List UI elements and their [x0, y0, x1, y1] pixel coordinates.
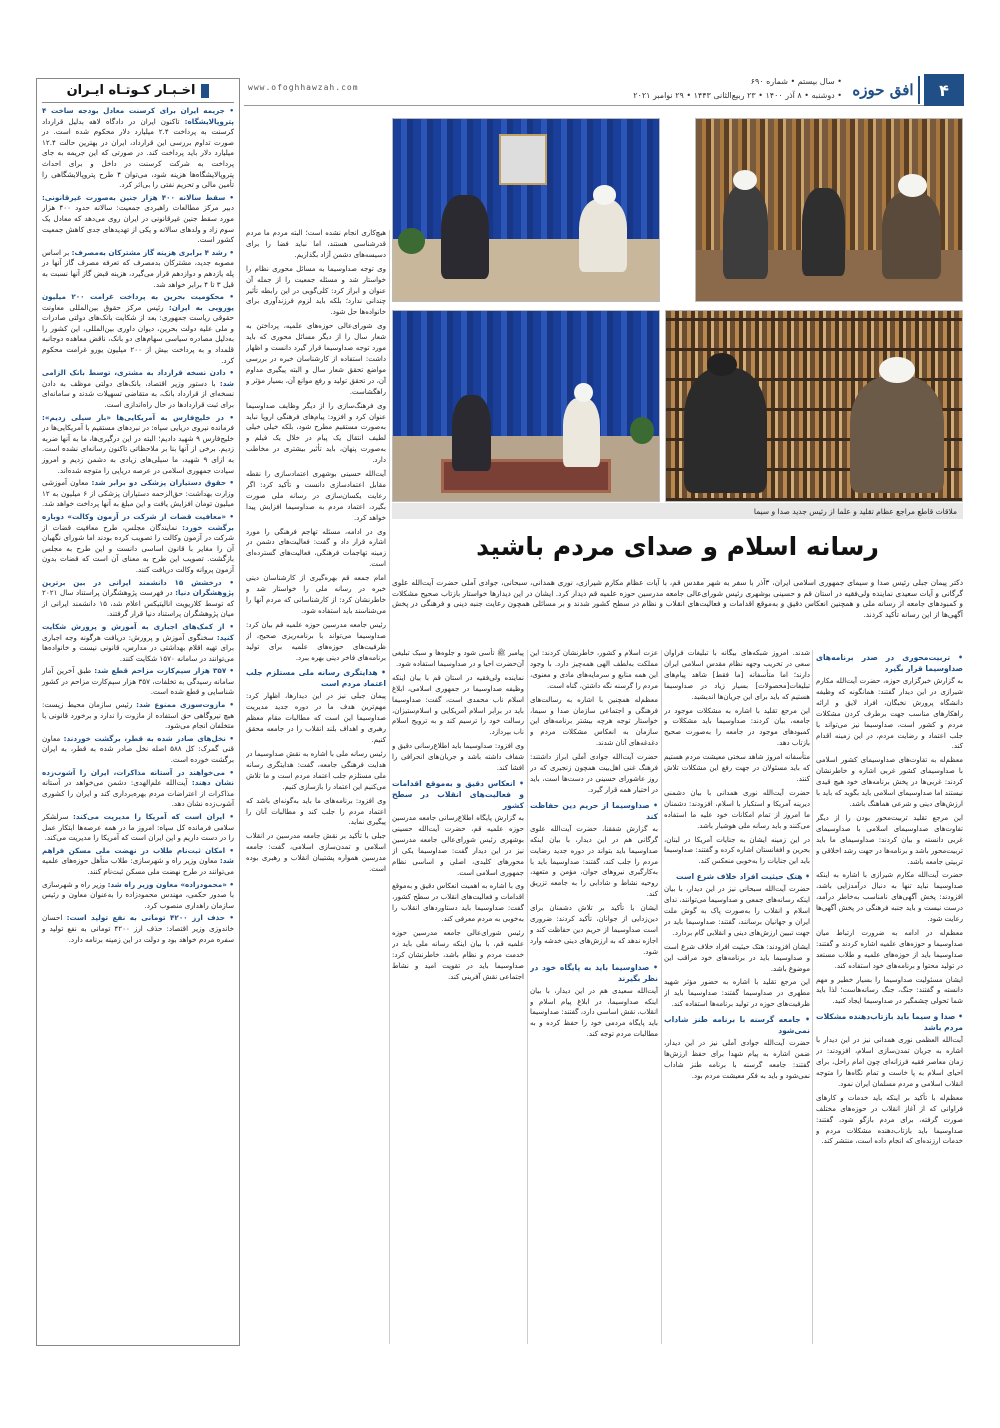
article-subheading: • صداوسیما باید به پایگاه خود در نظر بگیرند: [530, 962, 658, 983]
news-brief-item: [42, 578, 234, 620]
news-brief-item: [42, 700, 234, 732]
article-paragraph: معظم‌له به تفاوت‌های صداوسیمای کشور اسلامی با صداوسیمای کشور غربی اشاره و خاطرنشان کردند: غربی‌ها در پخش برنامه‌های خود هیچ قیدی نیستند اما صداوسیمای اسلامی باید بگوید که باید با ارزش‌های دینی و شرعی هماهنگ باشد.: [816, 756, 963, 808]
news-brief-heading: • «محمودزاده» معاون وزیر راه شد:: [107, 879, 234, 889]
news-brief-sidebar: [36, 78, 240, 1346]
news-brief-heading: • سقط سالانه ۴۰۰ هزار جنین به‌صورت غیرقانونی:: [42, 192, 234, 202]
news-brief-heading: • امکان ثبت‌نام طلاب در نهضت ملی مسکن فراهم شد:: [42, 845, 234, 866]
column-divider: [812, 650, 813, 1344]
article-subheading: • جامعه گرسنه با برنامه طنز شاداب نمی‌شود: [664, 1015, 810, 1036]
news-brief-text: وزیر راه و شهرسازی با صدور حکمی، مهندس محمودزاده را به‌عنوان معاون و رئیس سازمان راهداری منصوب کرد.: [42, 879, 234, 910]
article-paragraph: شدند. امروز شبکه‌های بیگانه با تبلیغات فراوان سعی در تخریب وجهه نظام مقدس اسلامی ایران دارند؛ اما متأسفانه [ما فقط] شاهد پیام‌های تبلیغات[محصولات] بسیار زیاد در صداوسیما هستیم که باید برای این جریان‌ها اندیشید.: [664, 649, 810, 701]
news-brief-text: بر اساس مصوبه جدید، مشترکان بدمصرف که تعرفه مصرف گاز آنها در پله یازدهم و دوازدهم قرار می‌گیرد، هزینه قبض گاز آنها نسبت به قبل ۳ تا ۴ برابر خواهد شد.: [42, 247, 234, 289]
news-brief-text: معاون وزیر راه و شهرسازی: طلاب متأهل حوزه‌های علمیه می‌توانند در طرح نهضت ملی مسکن ثبت‌نام کنند.: [42, 856, 234, 876]
news-brief-text: معاون قنی گمرک: کل ۵۸۸ اصله نخل صادر شده به قطر، به ایران برگشت خورده است.: [42, 733, 234, 765]
news-brief-heading: • در خلیج‌فارس به آمریکایی‌ها «بار سیلی زدیم»:: [42, 412, 234, 422]
article-paragraph: آیت‌الله العظمی نوری همدانی نیز در این دیدار با اشاره به جریان تمدن‌سازی اسلام، افزودند: در زمان معاصر فقیه فرزانه‌ای چون امام راحل، برای احیای اسلام به پا خاست و تمام نگاه‌ها را متوجه انقلاب اسلامی و مردم مسلمان ایران نمود.: [816, 1036, 963, 1088]
sidebar-title: اخـبـار کـوتـاه ایـران: [42, 83, 234, 103]
column-divider: [389, 230, 390, 1344]
news-brief-item: [42, 666, 234, 698]
photo-caption: ملاقات قاطع مراجع عظام تقلید و علما از رئیس جدید صدا و سیما: [392, 503, 963, 519]
news-brief-text: تاکنون ایران در دادگاه لاهه بدلیل قرارداد کرسنت به پرداخت ۲.۴ میلیارد دلار محکوم شده است. در صورت تداوم بررسی این قرارداد، ایران در بهترین حالت ۱۲.۴ میلیارد دلار باید پرداخت کند. در صورتی که این جریمه به جای پرداخت به شرکت کرسنت در داخل و برای احداث پتروپالایشگاه‌ها هزینه شود، می‌توان ۴ طرح پتروپالایشگاهی را تأمین مالی و تحریم نفتی را بی‌اثر کرد.: [42, 116, 234, 190]
article-paragraph: آیت‌الله سعیدی هم در این دیدار، با بیان اینکه صداوسیما، در ابلاغ پیام اسلام و انقلاب، نقش اساسی دارد، گفتند: صداوسیما باید پایگاه مردمی خود را حفظ کرده و به مطالبات مردم توجه کند.: [530, 986, 658, 1039]
column-divider: [527, 650, 528, 1344]
article-paragraph: به گزارش پایگاه اطلاع‌رسانی جامعه مدرسین حوزه علمیه قم، حضرت آیت‌الله حسینی بوشهری رئیس شورای‌عالی جامعه مدرسین نیز در این دیدار گفت: صداوسیما یکی از محورهای کلیدی، اصلی و اساسی نظام جمهوری اسلامی است.: [392, 813, 524, 877]
news-brief-text: احسان خاندوزی وزیر اقتصاد: حذف ارز ۴۲۰۰ تومانی به نفع تولید و سفره مردم خواهد بود و دولت در این زمینه برنامه دارد.: [42, 913, 234, 944]
article-paragraph: معظم‌له در ادامه به ضرورت ارتباط میان صداوسیما و حوزه‌های علمیه اشاره کردند و گفتند: صداوسیما باید از حوزه‌های علمیه و طلاب مستعد در تولید محتوا و برنامه‌های خود استفاده کند.: [816, 928, 963, 970]
article-paragraph: پیمان جبلی نیز در این دیدارها، اظهار کرد: مهم‌ترین هدف ما در دوره جدید مدیریت صداوسیما این است که مطالبات مقام معظم رهبری و اهداف بلند انقلاب را در جامعه محقق کنیم.: [246, 692, 386, 745]
photo-library-meeting-1: [695, 118, 963, 302]
news-brief-text: معاون آموزشی وزارت بهداشت: حق‌الزحمه دستیاران پزشکی از ۶ میلیون به ۱۲ میلیون تومان افزایش یافت و این مبلغ به آنها پرداخت خواهد شد.: [42, 478, 234, 509]
news-brief-item: [42, 368, 234, 410]
news-brief-text: رئیس سازمان محیط زیست: هیچ نیروگاهی حق استفاده از مازوت را ندارد و برخورد قانونی با متخلفان انجام می‌شود.: [42, 700, 234, 731]
news-brief-item: [42, 292, 234, 366]
newspaper-logo: افق حوزه: [848, 76, 920, 104]
article-paragraph: در این زمینه ایشان به جنایات آمریکا در لبنان، بحرین و افغانستان اشاره کرده و گفتند: صداوسیما باید این جنایات را به‌خوبی منعکس کند.: [664, 835, 810, 866]
news-brief-heading: • از کمک‌های اجباری به آموزش و پرورش شکایت کنید:: [42, 621, 234, 642]
page-number: ۴: [924, 74, 964, 106]
news-brief-item: [42, 512, 234, 576]
article-paragraph: وی در ادامه، مسئله تهاجم فرهنگی را مورد اشاره قرار داد و گفت: فعالیت‌های دشمن در زمینه تهاجمات فرهنگی، فعالیت‌های گسترده‌ای است.: [246, 527, 386, 569]
article-paragraph: جبلی با تأکید بر نقش جامعه مدرسین در انقلاب اسلامی و تمدن‌سازی اسلامی، گفت: جامعه مدرسین همواره پشتیبان انقلاب و رهبری بوده است.: [246, 832, 386, 874]
article-subheading: • هدایتگری رسانه ملی مستلزم جلب اعتماد مردم است: [246, 668, 386, 689]
article-paragraph: به گزارش شفقنا، حضرت آیت‌الله علوی گرگانی هم در این دیدار، با بیان اینکه صداوسیما باید بتواند در دوره جدید رضایت مردم را جلب کند، گفتند: صداوسیما باید با به‌کارگیری نیروهای جوان، مؤمن و متعهد، روحیه نشاط و شادابی را به جامعه تزریق کند.: [530, 824, 658, 899]
news-brief-heading: • مازوت‌سوزی ممنوع شد:: [136, 700, 234, 710]
news-brief-heading: • حذف ارز ۴۲۰۰ تومانی به نفع تولید است:: [66, 913, 234, 923]
article-paragraph: نماینده ولی‌فقیه در استان قم با بیان اینکه وظیفه صداوسیما در جمهوری اسلامی، ابلاغ اسلام ناب محمدی است، گفت: صداوسیما باید در برابر اسلام آمریکایی و اسلام‌ستیزان، رسالت خود را ترسیم کند و به ترویج اسلام ناب بپردازد.: [392, 673, 524, 737]
article-paragraph: وی فرهنگ‌سازی را از دیگر وظایف صداوسیما عنوان کرد و افزود: پیام‌های فرهنگی اروپا نباید به‌صورت مستقیم مطرح شود، بلکه خیلی خیلی لطیف انتقال یک پیام در خلال یک فیلم و به‌صورت پنهان، باید تأثیر بیشتری در مخاطب دارد.: [246, 401, 386, 465]
article-paragraph: معظم‌له با تأکید بر اینکه باید خدمات و کارهای فراوانی که از آغاز انقلاب در حوزه‌های مختلف صورت گرفته، برای مردم بازگو شود، گفتند: صداوسیما باید بازتاب‌دهنده مشکلات مردم و خدمات ارزنده‌ای که انجام داده است، منتشر کند.: [816, 1093, 963, 1146]
article-subheading: • هتک حیثیت افراد خلاف شرع است: [675, 872, 810, 882]
news-brief-text: در فهرست پژوهشگران پراستناد سال ۲۰۲۱ که توسط کلاریویت انالیتیکس اعلام شد، ۱۵ دانشمند ایرانی از میان پژوهشگران پراستناد دنیا قرار گرفتند.: [42, 588, 235, 619]
article-paragraph: معظم‌له همچنین با اشاره به رسالت‌های فرهنگی و اجتماعی سازمان صدا و سیما، خواستار توجه هرچه بیشتر برنامه‌های این سازمان به انعکاس مشکلات مردم و دغدغه‌های آنان شدند.: [530, 695, 658, 748]
sidebar-items: [42, 106, 234, 945]
article-paragraph: رئیس جامعه مدرسین حوزه علمیه قم بیان کرد: صداوسیما می‌تواند با برنامه‌ریزی صحیح، از ظرفیت‌های حوزه‌های علمیه برای تولید برنامه‌های فاخر دینی بهره ببرد.: [246, 620, 386, 662]
article-subheading: • صداوسیما از حریم دین حفاظت کند: [530, 800, 658, 821]
article-paragraph: ایشان افزودند: هتک حیثیت افراد خلاف شرع است و صداوسیما باید در برنامه‌های خود مراقب این موضوع باشد.: [664, 942, 810, 973]
news-brief-item: [42, 880, 234, 912]
article-headline: رسانه اسلام و صدای مردم باشید: [476, 532, 879, 561]
news-brief-heading: • دادن نسخه قرارداد به مشتری، توسط بانک الزامی شد:: [42, 368, 234, 388]
title-bar-icon: [201, 84, 209, 98]
photo-blue-curtain-meeting-1: [392, 118, 660, 302]
news-brief-text: آیت‌الله علم‌الهدی: دشمن می‌خواهد در آستانه مذاکرات از اعتراضات مردم بهره‌برداری کند و ایران را کشوری آشوب‌زده نشان دهد.: [42, 778, 234, 809]
news-brief-item: [42, 413, 234, 477]
article-paragraph: حضرت آیت‌الله جوادی آملی ابراز داشتند: فرهنگ غنی اهل‌بیت همچون زنجیری که در روز عاشورای حسینی در دست‌ها است، باید در اختیار همه قرار گیرد.: [530, 753, 658, 794]
article-column-4: [392, 648, 524, 1346]
article-paragraph: حضرت آیت‌الله مکارم شیرازی با اشاره به اینکه صداوسیما نباید تنها به دنبال درآمدزایی باشد، افزودند: پخش آگهی‌های نامناسب به‌خاطر درآمد، درست نیست و باید جنبه فرهنگی در پخش آگهی‌ها رعایت شود.: [816, 871, 963, 924]
article-paragraph: حضرت آیت‌الله نوری همدانی با بیان دشمنی دیرینه آمریکا و استکبار با اسلام، افزودند: دشمنان ما امروز از تمام امکانات خود علیه ما استفاده می‌کنند و باید رسانه ملی هوشیار باشد.: [664, 788, 810, 830]
news-brief-item: [42, 913, 234, 945]
article-column-5: [246, 228, 386, 1346]
article-paragraph: ایشان مسئولیت صداوسیما را بسیار خطیر و مهم دانسته و گفتند: جنگ، جنگ رسانه‌هاست؛ لذا باید شما تحولی چشمگیر در صداوسیما ایجاد کنید.: [816, 975, 963, 1006]
article-subheading: • انعکاس دقیق و به‌موقع اقدامات و فعالیت‌های انقلاب در سطح کشور: [392, 778, 524, 810]
article-paragraph: پیامبر ﷺ تأسی شود و جلوه‌ها و سبک تبلیغی آن‌حضرت احیا و در صداوسیما استفاده شود.: [392, 649, 524, 668]
article-paragraph: به گزارش خبرگزاری حوزه، حضرت آیت‌الله مکارم شیرازی در این دیدار گفتند: همانگونه که وظیفه دانشگاه پرورش نخبگان، افراد لایق و ارائه راهکارهای مناسب جهت برطرف کردن مشکلات مردم و کشور است، صداوسیما نیز می‌تواند با جلب اعتماد و رضایت مردم، در این زمینه اقدام کند.: [816, 677, 963, 751]
issue-info: • سال بیستم • شماره ۶۹۰: [750, 77, 842, 86]
news-brief-text: نمایندگان مجلس، طرح معافیت قضات از شرکت در آزمون وکالت را تصویب کرده بودند اما شورای نگهبان آن را مغایر با قانون اساسی دانست و این طرح به مجلس بازگشت. تصویب این طرح به معنای آن است که قضات بدون آزمون پروانه وکالت دریافت کنند.: [42, 522, 234, 574]
article-paragraph: این مرجع تقلید با اشاره به مشکلات موجود در جامعه، بیان کردند: صداوسیما باید مشکلات و کمبودهای موجود در جامعه را به‌صورت صحیح بازتاب دهد.: [664, 706, 810, 748]
article-paragraph: وی شورای‌عالی حوزه‌های علمیه، پرداختن به شعار سال را از دیگر مسائل محوری که باید مورد توجه صداوسیما قرار گیرد دانست و اظهار داشت: استفاده از کارشناسان خبره در بررسی مواضع تحقق شعار سال و البته پیگیری مداوم آن، در تحقق تولید و رفع موانع آن، بسیار مؤثر و راهگشاست.: [246, 322, 386, 396]
article-subheading: • تربیت‌محوری در صدر برنامه‌های صداوسیما قرار بگیرد: [816, 653, 963, 673]
article-paragraph: هیچ‌کاری انجام نشده است؛ البته مردم ما مردم قدرشناسی هستند، اما نباید فضا را برای دسیسه‌های دشمن آزاد بگذاریم.: [246, 229, 386, 259]
news-brief-item: [42, 478, 234, 510]
photo-blue-curtain-meeting-2: [392, 310, 660, 502]
news-brief-heading: • نخل‌های صادر شده به قطر، برگشت خوردند:: [63, 733, 234, 743]
article-paragraph: وی توجه صداوسیما به مسائل محوری نظام را خواستار شد و مسئله جمعیت را از جمله آن عنوان و ابراز کرد: کلی‌گویی در این رابطه تأثیر چندانی ندارد؛ بلکه باید لزوم فرزندآوری برای خانواده‌ها حل شود.: [246, 264, 386, 317]
article-paragraph: وی افزود: صداوسیما باید اطلاع‌رسانی دقیق و شفاف داشته باشد و جریان‌های انحرافی را افشا کند.: [392, 742, 524, 773]
article-paragraph: این مرجع تقلید تربیت‌محور بودن را از دیگر تفاوت‌های صداوسیمای اسلامی با صداوسیمای غربی دانسته و بیان کردند: صداوسیمای ما باید تربیت‌محور باشد و برنامه‌ها در جهت رشد اخلاقی و تربیتی جامعه باشد.: [816, 813, 963, 866]
news-brief-heading: • رشد ۴ برابری هزینه گاز مشترکان به‌مصرف:: [71, 247, 234, 257]
news-brief-heading: • محکومیت بحرین به پرداخت غرامت ۲۰۰ میلیون یورویی به ایران:: [42, 292, 234, 312]
news-brief-item: [42, 193, 234, 246]
article-paragraph: حضرت آیت‌الله سبحانی نیز در این دیدار، با بیان اینکه رسانه‌های جمعی و صداوسیما می‌توانند، ندای اسلام و انقلاب را به‌صورت پاک به گوش ملت ایران و جهانیان برسانند، گفتند: صداوسیما باید در جهت تبیین ارزش‌های دینی و انقلابی گام بردارد.: [664, 885, 810, 937]
news-brief-heading: • می‌خواهند در آستانه مذاکرات، ایران را آشوب‌زده نشان دهند:: [42, 767, 234, 788]
article-paragraph: رئیس شورای‌عالی جامعه مدرسین حوزه علمیه قم، با بیان اینکه رسانه ملی باید در خدمت مردم و نظام باشد، خاطرنشان کرد: صداوسیما باید در تقویت امید و نشاط اجتماعی نقش آفرینی کند.: [392, 929, 524, 981]
article-paragraph: وی با اشاره به اهمیت انعکاس دقیق و به‌موقع اقدامات و فعالیت‌های انقلاب در سطح کشور، گفت: صداوسیما باید دستاوردهای انقلاب را به‌خوبی به مردم معرفی کند.: [392, 882, 524, 924]
article-paragraph: عزت اسلام و کشور، خاطرنشان کردند: این مملکت به‌لطف الهی همه‌چیز دارد. با وجود این همه منابع و سرمایه‌های مادی و معنوی، مردم را گرسنه نگه داشتن، گناه است.: [530, 649, 658, 690]
article-paragraph: وی افزود: برنامه‌های ما باید به‌گونه‌ای باشد که اعتماد مردم را جلب کند و مطالبات آنان را پیگیری نماید.: [246, 796, 386, 827]
article-column-2: [664, 648, 810, 1346]
news-brief-item: [42, 622, 234, 664]
date-line: • دوشنبه • ۸ آذر ۱۴۰۰ • ۲۳ ربیع‌الثانی ۱۴۴۳ • ۲۹ نوامبر ۲۰۲۱: [633, 91, 842, 100]
article-lead: دکتر پیمان جبلی رئیس صدا و سیمای جمهوری اسلامی ایران، ۳آذر با سفر به شهر مقدس قم، با آیات عظام مکارم شیرازی، نوری همدانی، سبحانی، جوادی آملی حضرت آیت‌الله علوی گرگانی و آیات سعیدی نماینده ولی‌فقیه در استان قم و حسینی بوشهری رئیس شورای‌عالی جامعه مدرسین حوزه علمیه قم دیدار کرد. ایشان در این دیدارها خواستار بازتاب صحیح مشکلات و کمبودهای جامعه از رسانه ملی و همچنین انعکاس دقیق و به‌موقع اقدامات و فعالیت‌های انقلاب و نظام در سطح کشور شدند و بر مسائلی همچون رعایت جنبه دینی و فرهنگی در پخش آگهی‌ها از این رسانه تأکید کردند.: [392, 578, 963, 619]
news-brief-text: فرمانده نیروی دریایی سپاه: در نبردهای مستقیم با آمریکایی‌ها در خلیج‌فارس ۹ شهید دادیم؛ البته در این درگیری‌ها، ما به آنها ضربه زدیم. برخی از آنها بنا بر ملاحظاتی تاکنون رسانه‌ای نشده است. به ازای ۹ شهید، ما سیلی‌های زیادی به دشمن زدیم و امروز سیادت جمهوری اسلامی در عرصه دریایی را متوجه شده‌اند.: [42, 423, 234, 475]
article-paragraph: این مرجع تقلید با اشاره به حضور مؤثر شهید مطهری در صداوسیما گفتند: صداوسیما باید از ظرفیت‌های حوزه در تولید برنامه‌ها استفاده کند.: [664, 978, 810, 1009]
article-paragraph: امام جمعه قم بهره‌گیری از کارشناسان دینی خبره در رسانه ملی را خواستار شد و خاطرنشان کرد: از کارشناسانی که مردم آنها را می‌شناسند باید استفاده شود.: [246, 574, 386, 615]
news-brief-heading: • ایران است که آمریکا را مدیریت می‌کند:: [73, 812, 234, 821]
article-paragraph: حضرت آیت‌الله جوادی آملی نیز در این دیدار، ضمن اشاره به پیام شهدا برای حفظ ارزش‌ها گفتند: جامعه گرسنه با برنامه طنز شاداب نمی‌شود و باید به فکر معیشت مردم بود.: [664, 1039, 810, 1080]
article-subheading: • صدا و سیما باید بازتاب‌دهنده مشکلات مردم باشد: [816, 1012, 963, 1033]
news-brief-item: [42, 248, 234, 290]
photo-library-meeting-2: [665, 310, 963, 502]
article-paragraph: آیت‌الله حسینی بوشهری اعتمادسازی را نقطه مقابل اعتمادسازی دانست و تأکید کرد: اگر رعایت یکسان‌سازی در رسانه ملی صورت بگیرد، اعتماد مردم به صداوسیما افزایش پیدا خواهد کرد.: [246, 470, 386, 522]
news-brief-heading: • ۳۵۷ هزار سیم‌کارت مزاحم قطع شد:: [94, 666, 235, 676]
news-brief-text: با دستور وزیر اقتصاد، بانک‌های دولتی موظف به دادن نسخه‌ای از قرارداد بانک، به متقاضی تسهیلات شدند و سامانه‌ای برای ثبت قراردادها در حال راه‌اندازی است.: [42, 378, 234, 410]
news-brief-heading: • «معافیت قضات از شرکت در آزمون وکالت» دوباره برگشت خورد:: [42, 511, 234, 532]
news-brief-text: طبق آخرین آمار سامانه رسیدگی به تخلفات، ۳۵۷ هزار سیم‌کارت مزاحم در کشور شناسایی و قطع شده است.: [42, 666, 234, 697]
news-brief-item: [42, 768, 234, 810]
article-column-3: [530, 648, 658, 1346]
column-divider: [661, 650, 662, 1344]
news-brief-item: [42, 846, 234, 878]
news-brief-text: رئیس مرکز حقوق بین‌المللی معاونت حقوقی ریاست جمهوری: بعد از شکایت بانک‌های دولتی صادرات و ملی علیه دولت بحرین، دیوان داوری بین‌المللی، این کشور را به‌دلیل مصادره سیاسی سهام‌های دو بانک، ناقض معاهده دوجانبه قلمداد و به پرداخت بیش از ۲۰۰ میلیون یورو غرامت محکوم کرد.: [42, 302, 234, 365]
news-brief-item: [42, 734, 234, 766]
news-brief-text: دبیر مرکز مطالعات راهبردی جمعیت: سالانه حدود ۴۰۰ هزار مورد سقط جنین غیرقانونی در ایران روی می‌دهد که معادل یک سوم زاد و ولدهای سالانه و یکی از تهدیدهای جدی کاهش جمعیت کشور است.: [42, 203, 234, 245]
news-brief-heading: • حقوق دستیاران پزشکی دو برابر شد:: [91, 478, 234, 488]
website-url[interactable]: www.ofoghhawzah.com: [248, 83, 359, 92]
page-header: [244, 74, 964, 106]
news-brief-heading: • درخشش ۱۵ دانشمند ایرانی در بین برترین پژوهشگران دنیا:: [42, 577, 234, 598]
article-paragraph: ایشان با تأکید بر تلاش دشمنان برای دین‌زدایی از جوانان، تأکید کردند: ضروری است صداوسیما از حریم دین حفاظت کند و اجازه ندهد که به ارزش‌های دینی خدشه وارد شود.: [530, 904, 658, 956]
news-brief-text: سخنگوی آموزش و پرورش: دریافت هرگونه وجه اجباری برای تهیه اقلام بهداشتی در مدارس، قانونی نیست و خانواده‌ها می‌توانند در سامانه ۱۵۷۰ شکایت کنند.: [42, 632, 234, 663]
news-brief-item: [42, 812, 234, 844]
news-brief-text: سرلشکر سلامی فرمانده کل سپاه: امروز ما در همه عرصه‌ها ابتکار عمل را در دست داریم و این ایران است که آمریکا را مدیریت می‌کند.: [42, 812, 234, 843]
news-brief-item: [42, 106, 234, 191]
article-column-1: [816, 648, 963, 1346]
article-paragraph: متأسفانه امروز شاهد سختی معیشت مردم هستیم که باید مسئولان در جهت رفع این مشکلات تلاش کنند.: [664, 753, 810, 783]
news-brief-heading: • جریمه ایران برای کرسنت معادل بودجه ساخت ۴ پتروپالایشگاه:: [42, 106, 234, 126]
article-paragraph: رئیس رسانه ملی با اشاره به نقش صداوسیما در هدایت فرهنگی جامعه، گفت: هدایتگری رسانه ملی مستلزم جلب اعتماد مردم است و ما تلاش می‌کنیم این اعتماد را بازسازی کنیم.: [246, 749, 386, 791]
